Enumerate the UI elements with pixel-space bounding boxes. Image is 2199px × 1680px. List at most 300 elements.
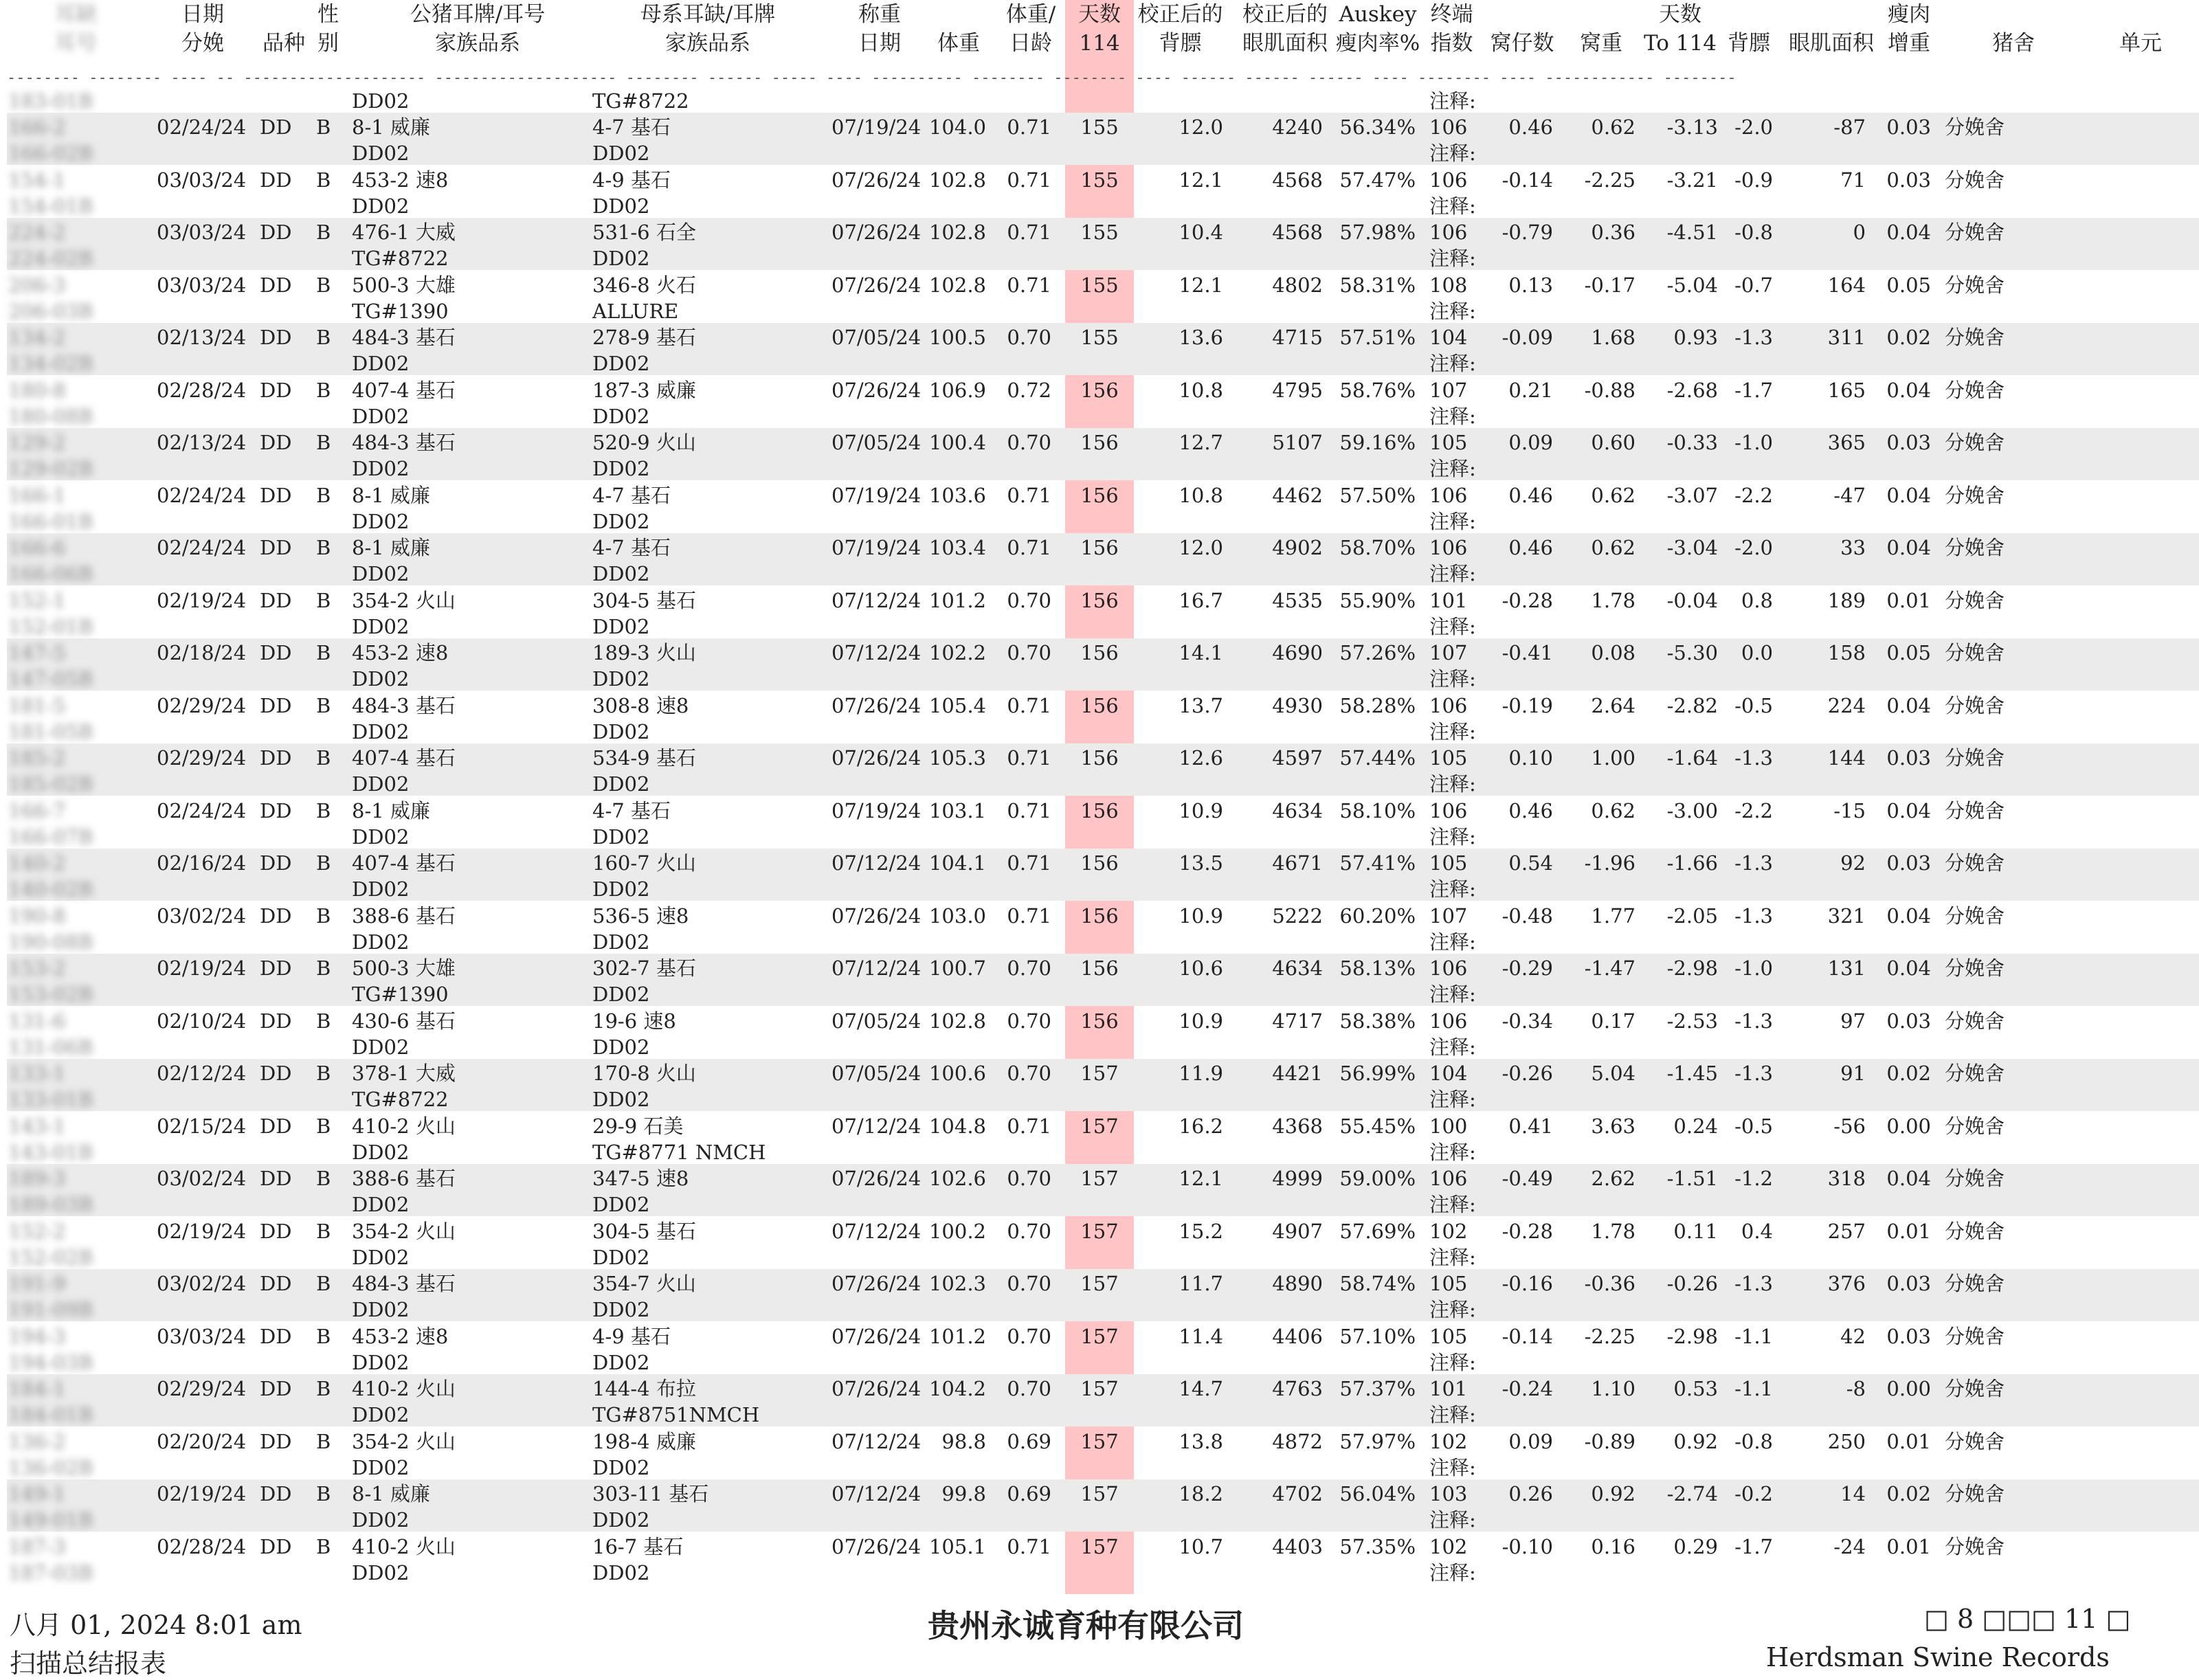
cell-leae: 131: [1827, 956, 1866, 980]
cell-lg: 0.03: [1886, 168, 1931, 192]
cell-wdate: 07/26/24: [831, 378, 922, 402]
cell-id: 149-1: [8, 1482, 66, 1505]
cell-wt: 102.8: [928, 221, 986, 244]
cell-sire_fam: DD02: [352, 1508, 410, 1532]
cell-dam: 354-7 火山: [592, 1272, 696, 1295]
cell-leae: 318: [1827, 1167, 1866, 1190]
cell-lw: 0.16: [1591, 1534, 1636, 1558]
cell-lea: 4671: [1272, 851, 1323, 875]
cell-id: 191-9: [8, 1272, 66, 1295]
cell-wt: 105.3: [928, 746, 986, 770]
cell-dam_fam: DD02: [592, 562, 650, 585]
cell-sex: B: [316, 588, 331, 612]
cell-dam_fam: TG#8771 NMCH: [592, 1140, 766, 1164]
cell-dt: -0.26: [1666, 1272, 1718, 1295]
cell-adg: 0.71: [1007, 904, 1051, 928]
cell-bfe: -1.3: [1734, 326, 1773, 349]
cell-adg: 0.70: [1007, 431, 1051, 454]
cell-dam: 4-7 基石: [592, 483, 671, 507]
cell-breed: DD: [260, 378, 292, 402]
cell-house: 分娩舍: [1945, 1377, 2005, 1400]
cell-breed: DD: [260, 536, 292, 559]
cell-adg: 0.71: [1007, 536, 1051, 559]
note-label: 注释:: [1429, 352, 1476, 375]
cell-wt: 100.6: [928, 1062, 986, 1085]
print-datetime: 八月 01, 2024 8:01 am: [10, 1610, 302, 1640]
cell-dam_fam: DD02: [592, 509, 650, 533]
cell-days: 157: [1080, 1272, 1119, 1295]
cell-id2: 133-01B: [8, 1088, 93, 1111]
cell-wt: 103.0: [928, 904, 986, 928]
cell-sire_fam: DD02: [352, 1140, 410, 1164]
cell-dam_fam: DD02: [592, 247, 650, 270]
cell-adg: 0.70: [1007, 1219, 1051, 1243]
cell-wt: 102.8: [928, 1009, 986, 1033]
cell-days: 157: [1080, 1167, 1119, 1190]
cell-litter: 0.10: [1508, 746, 1553, 770]
cell-id2: 140-02B: [8, 877, 93, 901]
cell-litter: -0.34: [1502, 1009, 1553, 1033]
cell-id2: 153-02B: [8, 983, 93, 1006]
note-label: 注释:: [1429, 194, 1476, 218]
cell-sex: B: [316, 115, 331, 139]
cell-lw: 0.17: [1591, 1009, 1636, 1033]
cell-lg: 0.04: [1886, 221, 1931, 244]
cell-adg: 0.70: [1007, 1272, 1051, 1295]
cell-lw: 0.08: [1591, 641, 1636, 664]
cell-wdate: 07/26/24: [831, 1324, 922, 1348]
cell-idx: 107: [1429, 641, 1468, 664]
cell-sire_fam: DD02: [352, 404, 410, 428]
cell-dam_fam: DD02: [592, 1088, 650, 1111]
cell-sire_fam: DD02: [352, 1350, 410, 1374]
cell-adg: 0.70: [1007, 588, 1051, 612]
cell-sex: B: [316, 273, 331, 297]
cell-litter: 0.21: [1508, 378, 1553, 402]
cell-dam: 189-3 火山: [592, 641, 696, 664]
cell-dam_fam: TG#8751NMCH: [592, 1403, 760, 1426]
cell-leae: 365: [1827, 431, 1866, 454]
cell-days: 156: [1080, 746, 1119, 770]
cell-breed: DD: [260, 1429, 292, 1453]
cell-wdate: 07/12/24: [831, 1429, 922, 1453]
cell-wdate: 07/19/24: [831, 536, 922, 559]
cell-dam: 278-9 基石: [592, 326, 696, 349]
cell-sex: B: [316, 1534, 331, 1558]
cell-adg: 0.69: [1007, 1482, 1051, 1505]
cell-wdate: 07/19/24: [831, 483, 922, 507]
cell-idx: 106: [1429, 956, 1468, 980]
cell-dam: 16-7 基石: [592, 1534, 684, 1558]
cell-id2: 134-02B: [8, 352, 93, 375]
cell-leae: 97: [1840, 1009, 1866, 1033]
cell-lg: 0.03: [1886, 115, 1931, 139]
cell-sire_fam: DD02: [352, 772, 410, 796]
cell-lw: 3.63: [1591, 1114, 1636, 1138]
cell-dam_fam: DD02: [592, 1298, 650, 1321]
cell-bfe: -1.1: [1734, 1324, 1773, 1348]
cell-lea: 4368: [1272, 1114, 1323, 1138]
cell-dam_fam: DD02: [592, 1508, 650, 1532]
cell-dam_fam: DD02: [592, 1193, 650, 1216]
cell-date: 02/24/24: [157, 115, 247, 139]
cell-idx: 105: [1429, 431, 1468, 454]
cell-lean: 56.04%: [1339, 1482, 1416, 1505]
cell-id: 180-8: [8, 378, 66, 402]
cell-id: 206-3: [8, 273, 66, 297]
cell-house: 分娩舍: [1945, 1062, 2005, 1085]
cell-bf: 12.1: [1179, 273, 1223, 297]
cell-leae: -47: [1833, 483, 1866, 507]
cell-leae: -8: [1846, 1377, 1866, 1400]
cell-id: 185-2: [8, 746, 66, 770]
cell-id: 189-3: [8, 1167, 66, 1190]
cell-bfe: -2.2: [1734, 798, 1773, 822]
cell-breed: DD: [260, 431, 292, 454]
cell-sire_fam: DD02: [352, 562, 410, 585]
cell-dt: -5.30: [1666, 641, 1718, 664]
cell-date: 02/19/24: [157, 1482, 247, 1505]
cell-wt: 100.2: [928, 1219, 986, 1243]
cell-idx: 101: [1429, 1377, 1468, 1400]
cell-id2: 136-02B: [8, 1455, 93, 1479]
cell-lea: 4634: [1272, 798, 1323, 822]
cell-bfe: -1.1: [1734, 1377, 1773, 1400]
note-label: 注释:: [1429, 142, 1476, 165]
cell-wdate: 07/12/24: [831, 641, 922, 664]
cell-adg: 0.70: [1007, 1009, 1051, 1033]
cell-wt: 105.1: [928, 1534, 986, 1558]
cell-idx: 106: [1429, 1167, 1468, 1190]
cell-litter: -0.79: [1502, 221, 1553, 244]
cell-bf: 12.6: [1179, 746, 1223, 770]
cell-bf: 10.6: [1179, 956, 1223, 980]
cell-sire: 407-4 基石: [352, 851, 456, 875]
cell-leae: -24: [1833, 1534, 1866, 1558]
cell-sire: 8-1 威廉: [352, 115, 430, 139]
cell-lea: 4872: [1272, 1429, 1323, 1453]
cell-id: 134-2: [8, 326, 66, 349]
cell-id2: 180-08B: [8, 404, 93, 428]
cell-id2: 184-01B: [8, 1403, 93, 1426]
cell-leae: 257: [1827, 1219, 1866, 1243]
cell-wt: 103.6: [928, 483, 986, 507]
cell-sire: 8-1 威廉: [352, 483, 430, 507]
cell-bfe: -1.3: [1734, 1062, 1773, 1085]
cell-house: 分娩舍: [1945, 693, 2005, 717]
cell-wt: 104.2: [928, 1377, 986, 1400]
cell-lg: 0.02: [1886, 326, 1931, 349]
cell-sire_fam: DD02: [352, 194, 410, 218]
cell-days: 156: [1080, 536, 1119, 559]
cell-wdate: 07/19/24: [831, 798, 922, 822]
cell-id2: 190-08B: [8, 930, 93, 954]
note-label: 注释:: [1429, 1193, 1476, 1216]
note-label: 注释:: [1429, 1350, 1476, 1374]
cell-lw: -2.25: [1584, 168, 1636, 192]
cell-wdate: 07/26/24: [831, 168, 922, 192]
cell-sex: B: [316, 1377, 331, 1400]
cell-lea: 4902: [1272, 536, 1323, 559]
note-label: 注释:: [1429, 930, 1476, 954]
cell-idx: 107: [1429, 904, 1468, 928]
cell-dam: 144-4 布拉: [592, 1377, 696, 1400]
cell-leae: 311: [1827, 326, 1866, 349]
cell-house: 分娩舍: [1945, 1429, 2005, 1453]
cell-wt: 101.2: [928, 588, 986, 612]
cell-sire: 8-1 威廉: [352, 1482, 430, 1505]
header-id: 耳缺 耳号: [54, 2, 97, 56]
cell-lg: 0.02: [1886, 1482, 1931, 1505]
cell-lea: 4634: [1272, 956, 1323, 980]
cell-sire_fam: DD02: [352, 1035, 410, 1059]
cell-id: 147-5: [8, 641, 66, 664]
cell-id: 143-1: [8, 1114, 66, 1138]
cell-adg: 0.71: [1007, 483, 1051, 507]
cell-idx: 106: [1429, 693, 1468, 717]
cell-leae: 165: [1827, 378, 1866, 402]
cell-house: 分娩舍: [1945, 168, 2005, 192]
cell-date: 03/02/24: [157, 904, 247, 928]
cell-bf: 12.7: [1179, 431, 1223, 454]
cell-wt: 102.8: [928, 168, 986, 192]
cell-adg: 0.70: [1007, 1377, 1051, 1400]
cell-days: 157: [1080, 1062, 1119, 1085]
cell-lea: 4462: [1272, 483, 1323, 507]
cell-dam_fam: DD02: [592, 1455, 650, 1479]
company-name: 贵州永诚育种有限公司: [928, 1607, 1244, 1644]
cell-dt: 0.11: [1673, 1219, 1718, 1243]
cell-idx: 105: [1429, 746, 1468, 770]
cell-bf: 11.4: [1179, 1324, 1223, 1348]
cell-bf: 14.1: [1179, 641, 1223, 664]
cell-idx: 100: [1429, 1114, 1468, 1138]
cell-lg: 0.04: [1886, 956, 1931, 980]
cell-lean: 57.10%: [1339, 1324, 1416, 1348]
cell-lea: 4421: [1272, 1062, 1323, 1085]
cell-bf: 12.1: [1179, 168, 1223, 192]
cell-bf: 16.2: [1179, 1114, 1223, 1138]
cell-lea: 4763: [1272, 1377, 1323, 1400]
cell-lean: 58.74%: [1339, 1272, 1416, 1295]
cell-dam: 534-9 基石: [592, 746, 696, 770]
cell-bf: 11.9: [1179, 1062, 1223, 1085]
cell-sire_fam: TG#8722: [352, 247, 449, 270]
cell-wt: 99.8: [941, 1482, 986, 1505]
cell-litter: -0.10: [1502, 1534, 1553, 1558]
cell-date: 02/24/24: [157, 536, 247, 559]
cell-lw: -2.25: [1584, 1324, 1636, 1348]
cell-wdate: 07/12/24: [831, 1482, 922, 1505]
cell-lea: 4930: [1272, 693, 1323, 717]
cell-lw: 0.62: [1591, 536, 1636, 559]
cell-wt: 104.1: [928, 851, 986, 875]
cell-lean: 57.44%: [1339, 746, 1416, 770]
cell-house: 分娩舍: [1945, 1167, 2005, 1190]
cell-wdate: 07/26/24: [831, 1377, 922, 1400]
cell-lg: 0.04: [1886, 798, 1931, 822]
cell-sire: 500-3 大雄: [352, 956, 456, 980]
cell-bfe: -2.0: [1734, 115, 1773, 139]
cell-lg: 0.01: [1886, 1219, 1931, 1243]
cell-days: 156: [1080, 378, 1119, 402]
cell-adg: 0.72: [1007, 378, 1051, 402]
cell-wdate: 07/26/24: [831, 1534, 922, 1558]
cell-bf: 12.0: [1179, 115, 1223, 139]
note-label: 注释:: [1429, 825, 1476, 849]
cell-dt: -2.98: [1666, 956, 1718, 980]
cell-lg: 0.00: [1886, 1377, 1931, 1400]
cell-sire_fam: DD02: [352, 1560, 410, 1584]
cell-bfe: -1.7: [1734, 378, 1773, 402]
cell-date: 02/15/24: [157, 1114, 247, 1138]
cell-lea: 5107: [1272, 431, 1323, 454]
cell-breed: DD: [260, 326, 292, 349]
cell-bf: 11.7: [1179, 1272, 1223, 1295]
cell-days: 157: [1080, 1429, 1119, 1453]
cell-sex: B: [316, 1324, 331, 1348]
cell-sex: B: [316, 798, 331, 822]
cell-lg: 0.04: [1886, 378, 1931, 402]
top-stub-dam-line: TG#8722: [592, 89, 689, 113]
cell-id: 224-2: [8, 221, 66, 244]
header-weigh-date: 称重 日期: [858, 2, 901, 56]
cell-lg: 0.00: [1886, 1114, 1931, 1138]
cell-dt: -3.07: [1666, 483, 1718, 507]
cell-idx: 102: [1429, 1219, 1468, 1243]
cell-idx: 101: [1429, 588, 1468, 612]
cell-litter: -0.29: [1502, 956, 1553, 980]
cell-id: 136-2: [8, 1429, 66, 1453]
cell-breed: DD: [260, 1114, 292, 1138]
cell-date: 02/24/24: [157, 483, 247, 507]
cell-lean: 58.70%: [1339, 536, 1416, 559]
cell-sex: B: [316, 1062, 331, 1085]
cell-adg: 0.70: [1007, 1324, 1051, 1348]
cell-sire: 8-1 威廉: [352, 536, 430, 559]
note-label: 注释:: [1429, 983, 1476, 1006]
cell-adg: 0.71: [1007, 1114, 1051, 1138]
cell-lean: 55.90%: [1339, 588, 1416, 612]
cell-lw: 0.62: [1591, 115, 1636, 139]
cell-bf: 15.2: [1179, 1219, 1223, 1243]
cell-sex: B: [316, 1429, 331, 1453]
cell-bfe: -1.3: [1734, 746, 1773, 770]
cell-dt: -1.64: [1666, 746, 1718, 770]
cell-date: 02/16/24: [157, 851, 247, 875]
cell-date: 02/28/24: [157, 1534, 247, 1558]
cell-date: 03/03/24: [157, 168, 247, 192]
cell-leae: -56: [1833, 1114, 1866, 1138]
cell-lg: 0.04: [1886, 904, 1931, 928]
cell-bfe: -1.2: [1734, 1167, 1773, 1190]
note-label: 注释:: [1429, 667, 1476, 691]
cell-litter: -0.48: [1502, 904, 1553, 928]
cell-breed: DD: [260, 1062, 292, 1085]
cell-date: 03/02/24: [157, 1167, 247, 1190]
cell-sire: 453-2 速8: [352, 641, 449, 664]
cell-bf: 16.7: [1179, 588, 1223, 612]
cell-date: 02/29/24: [157, 746, 247, 770]
cell-lean: 59.00%: [1339, 1167, 1416, 1190]
cell-breed: DD: [260, 588, 292, 612]
cell-dam_fam: DD02: [592, 772, 650, 796]
cell-lg: 0.03: [1886, 1324, 1931, 1348]
cell-bf: 10.8: [1179, 483, 1223, 507]
cell-house: 分娩舍: [1945, 956, 2005, 980]
cell-days: 156: [1080, 798, 1119, 822]
cell-lw: 5.04: [1591, 1062, 1636, 1085]
cell-id2: 147-05B: [8, 667, 93, 691]
cell-wdate: 07/19/24: [831, 115, 922, 139]
cell-lea: 4802: [1272, 273, 1323, 297]
cell-house: 分娩舍: [1945, 115, 2005, 139]
cell-date: 02/20/24: [157, 1429, 247, 1453]
cell-bfe: -0.5: [1734, 693, 1773, 717]
cell-bf: 10.8: [1179, 378, 1223, 402]
cell-wt: 102.2: [928, 641, 986, 664]
cell-sire_fam: DD02: [352, 1245, 410, 1269]
cell-dt: -5.04: [1666, 273, 1718, 297]
cell-adg: 0.70: [1007, 326, 1051, 349]
cell-days: 157: [1080, 1377, 1119, 1400]
cell-days: 156: [1080, 693, 1119, 717]
cell-leae: 224: [1827, 693, 1866, 717]
cell-sire_fam: DD02: [352, 614, 410, 638]
cell-adg: 0.71: [1007, 115, 1051, 139]
cell-litter: -0.14: [1502, 168, 1553, 192]
header-lean-gain: 瘦肉 增重: [1888, 2, 1930, 56]
cell-lw: 2.62: [1591, 1167, 1636, 1190]
cell-lw: 1.77: [1591, 904, 1636, 928]
cell-date: 03/03/24: [157, 221, 247, 244]
cell-wt: 104.8: [928, 1114, 986, 1138]
page-number: □ 8 □□□ 11 □: [1924, 1604, 2131, 1634]
cell-idx: 106: [1429, 483, 1468, 507]
cell-bf: 10.9: [1179, 1009, 1223, 1033]
cell-dam_fam: DD02: [592, 404, 650, 428]
cell-sire: 354-2 火山: [352, 1219, 456, 1243]
cell-days: 155: [1080, 168, 1119, 192]
cell-lea: 4406: [1272, 1324, 1323, 1348]
cell-dam_fam: DD02: [592, 719, 650, 743]
cell-lw: 1.10: [1591, 1377, 1636, 1400]
cell-id2: 224-02B: [8, 247, 93, 270]
cell-lg: 0.01: [1886, 588, 1931, 612]
cell-sire: 407-4 基石: [352, 378, 456, 402]
cell-litter: -0.16: [1502, 1272, 1553, 1295]
cell-id2: 131-06B: [8, 1035, 93, 1059]
note-label: 注释:: [1429, 877, 1476, 901]
cell-days: 155: [1080, 273, 1119, 297]
cell-bfe: -0.8: [1734, 1429, 1773, 1453]
cell-lg: 0.04: [1886, 693, 1931, 717]
cell-lean: 57.50%: [1339, 483, 1416, 507]
cell-house: 分娩舍: [1945, 1219, 2005, 1243]
cell-date: 03/02/24: [157, 1272, 247, 1295]
cell-litter: 0.09: [1508, 431, 1553, 454]
cell-days: 157: [1080, 1114, 1119, 1138]
cell-bfe: -1.3: [1734, 851, 1773, 875]
cell-breed: DD: [260, 746, 292, 770]
cell-house: 分娩舍: [1945, 641, 2005, 664]
cell-id: 140-2: [8, 851, 66, 875]
cell-date: 02/12/24: [157, 1062, 247, 1085]
cell-sex: B: [316, 1114, 331, 1138]
cell-id: 129-2: [8, 431, 66, 454]
cell-bf: 14.7: [1179, 1377, 1223, 1400]
cell-sire: 500-3 大雄: [352, 273, 456, 297]
